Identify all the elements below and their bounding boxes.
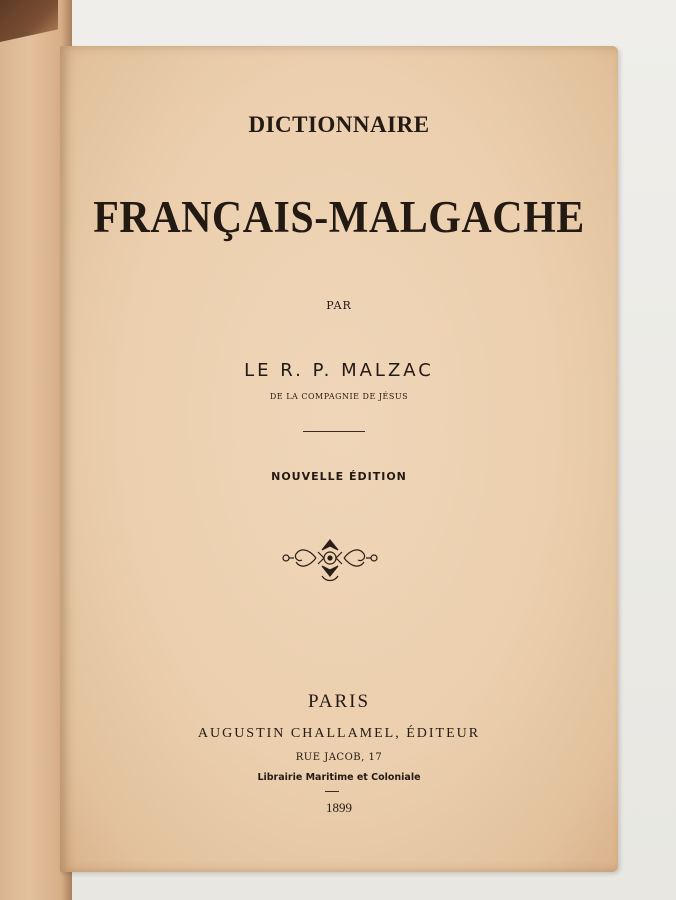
author-name: LE R. P. MALZAC <box>244 360 434 381</box>
ornament-icon <box>278 532 382 584</box>
bookshop-line: Librairie Maritime et Coloniale <box>257 772 421 783</box>
publisher-line: AUGUSTIN CHALLAMEL, ÉDITEUR <box>197 726 481 741</box>
title-line-2: FRANÇAIS-MALGACHE <box>93 193 585 243</box>
small-divider-rule <box>325 791 339 792</box>
title-line-1: DICTIONNAIRE <box>248 112 430 137</box>
divider-rule <box>303 431 365 432</box>
title-page <box>60 46 618 872</box>
edition-label: NOUVELLE ÉDITION <box>271 470 407 483</box>
publication-city: PARIS <box>307 691 371 712</box>
by-label: PAR <box>326 299 352 312</box>
publication-year: 1899 <box>326 800 352 815</box>
author-affiliation: DE LA COMPAGNIE DE JÉSUS <box>269 392 409 401</box>
publisher-address: RUE JACOB, 17 <box>295 752 383 763</box>
